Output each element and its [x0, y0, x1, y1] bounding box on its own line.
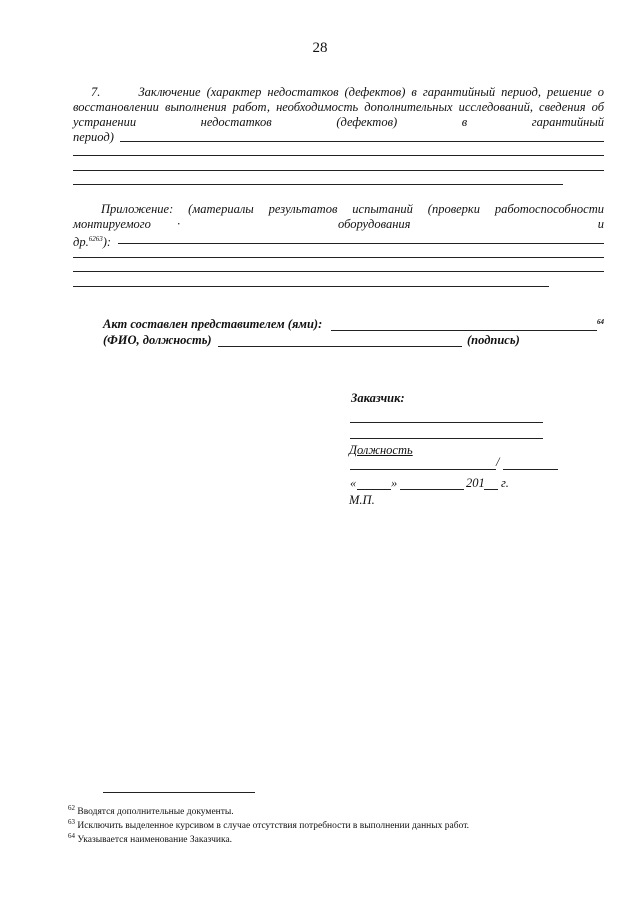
section7-word: (дефектов): [336, 115, 398, 129]
footnote-text: Вводятся дополнительные документы.: [77, 807, 234, 818]
customer-title: Заказчик:: [351, 391, 405, 405]
customer-fill-line: [350, 438, 543, 439]
fill-line: [73, 170, 604, 171]
date-open-quote: «: [350, 476, 357, 490]
attachment-word: результатов: [268, 202, 338, 216]
attachment-line2: [73, 217, 604, 232]
footnote-separator: [103, 792, 255, 793]
customer-sign-line: [503, 469, 558, 470]
attachment-word: и: [597, 217, 604, 231]
customer-sign-line: [350, 469, 496, 470]
fill-line: [73, 184, 563, 185]
customer-position: Должность: [349, 443, 413, 457]
footnote-number: 62: [68, 804, 75, 812]
section7-line2: восстановлении выполнения работ, необходимость дополнительных исследований, сведения об: [73, 100, 604, 114]
footnote-number: 64: [68, 832, 75, 840]
attachment-word: Приложение:: [101, 202, 174, 216]
attachment-word: др.: [73, 235, 89, 250]
act-fill-line: [331, 330, 597, 331]
attachment-word: ):: [102, 235, 112, 250]
customer-sign-slash: /: [496, 455, 500, 469]
section7-word: недостатков: [200, 115, 272, 129]
date-month-line: [400, 489, 464, 490]
page-number: 28: [312, 40, 328, 56]
attachment-word: оборудования: [338, 217, 411, 231]
attachment-line3: [73, 232, 604, 250]
fill-line: [118, 243, 604, 244]
attachment-word: монтируемого: [73, 217, 151, 231]
section7-line3: [73, 115, 604, 130]
act-label: Акт составлен представителем (ями):: [103, 317, 323, 331]
footnote-number: 63: [68, 818, 75, 826]
section7-line4: период): [73, 130, 114, 144]
footnote-ref: 6263: [88, 235, 103, 243]
act-footnote-ref: 64: [597, 318, 604, 326]
section7-word: устранении: [73, 115, 137, 129]
fill-line: [73, 271, 604, 272]
customer-fill-line: [350, 422, 543, 423]
date-year-suffix: г.: [501, 476, 509, 490]
attachment-line1: [73, 202, 604, 217]
date-close-quote: »: [391, 476, 398, 490]
section7-paragraph: [73, 85, 604, 145]
section7-line1: [73, 85, 604, 100]
fill-line: [73, 286, 549, 287]
footnote: [68, 830, 232, 846]
fio-label: (ФИО, должность): [103, 333, 212, 347]
attachment-word: (материалы: [188, 202, 254, 216]
stamp-label: М.П.: [349, 493, 375, 507]
section7-number: 7.: [91, 85, 101, 99]
section7-line1-text: Заключение (характер недостатков (дефектов) в гарантийный период, решение о: [138, 85, 605, 99]
attachment-dot: ·: [177, 217, 181, 231]
section7-word: в: [461, 115, 468, 129]
date-year-line: [484, 489, 498, 490]
footnote-text: Указывается наименование Заказчика.: [77, 835, 233, 846]
fill-line: [73, 155, 604, 156]
fill-line: [73, 257, 604, 258]
attachment-word: (проверки: [427, 202, 481, 216]
attachment-word: работоспособности: [494, 202, 604, 216]
date-year: 201: [466, 476, 485, 490]
fio-fill-line: [218, 346, 462, 347]
fill-line: [120, 141, 604, 142]
signature-label: (подпись): [467, 333, 520, 347]
attachment-word: испытаний: [352, 202, 413, 216]
section7-word: гарантийный: [531, 115, 605, 129]
date-day-line: [357, 489, 391, 490]
footnote-text: Исключить выделенное курсивом в случае отсутствия потребности в выполнении данных работ.: [77, 821, 470, 832]
